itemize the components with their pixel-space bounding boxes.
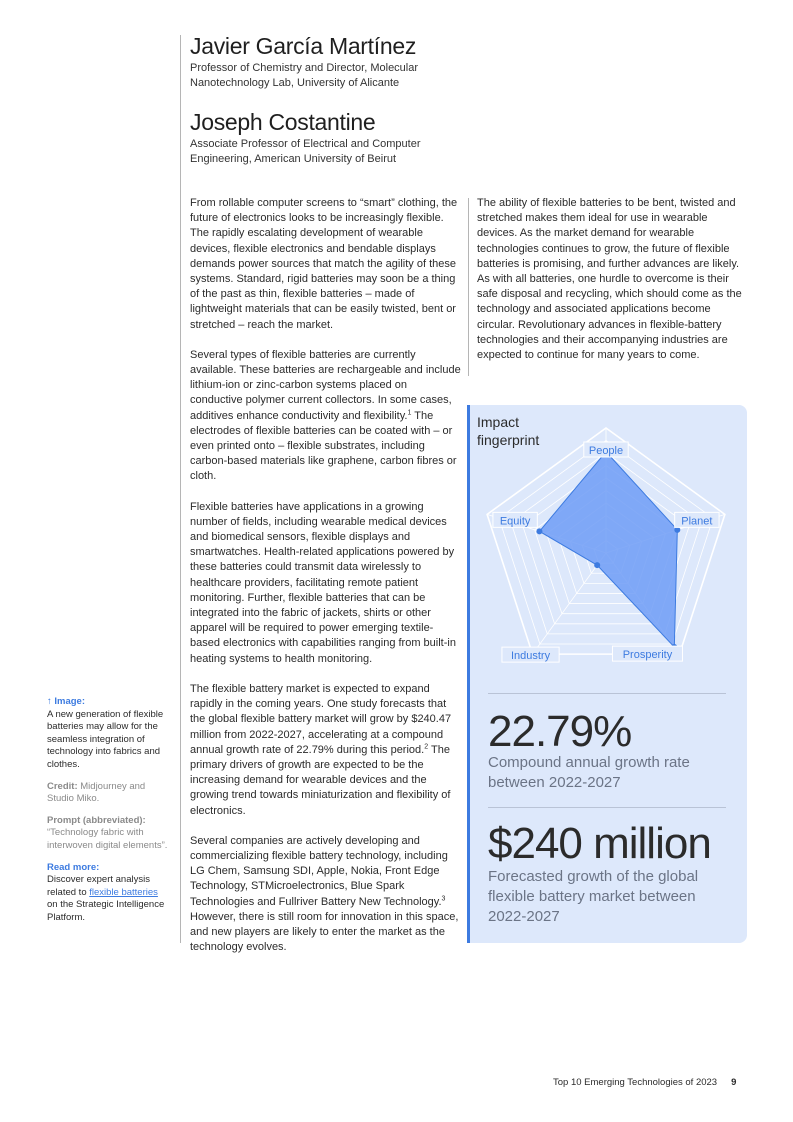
stat-value: 22.79% bbox=[488, 707, 632, 756]
paragraph: From rollable computer screens to “smart” clothing, the future of electronics looks to be increasingly flexible. The rapidly escalating development of wearable devices, flexible electronics and bendable displays demands power sources that match the agility of these systems. Standard, rigid batteries may soon be a thing of the past as thin, flexible batteries – made of lightweight materials that can be easily twisted, bent or stretched – reach the market. bbox=[190, 197, 458, 331]
body-column-right bbox=[477, 196, 749, 378]
prompt-label: Prompt (abbreviated): bbox=[47, 814, 146, 826]
footnote-ref[interactable]: 1 bbox=[407, 408, 412, 416]
author-name: Javier García Martínez bbox=[190, 33, 417, 59]
image-label: ↑ Image: bbox=[47, 696, 86, 707]
read-more bbox=[47, 862, 171, 925]
paragraph: Flexible batteries have applications in a growing number of fields, including wearable medical devices and biomedical sensors, flexible displays and smartwatches. Health-related applications powered by these batteries could transmit data wirelessly to healthcare providers, facilitating remote patient monitoring. Further, flexible batteries that can be integrated into the fabric of jackets, shirts or other apparel will be required to power emerging textile-based electronics with capabilities ranging from built-in heating systems to health monitoring. bbox=[190, 500, 456, 665]
read-more-text: Discover expert analysis related to flexible batteries on the Strategic Intelligence Platform. bbox=[47, 874, 165, 923]
image-caption bbox=[47, 696, 171, 772]
credit bbox=[47, 781, 171, 806]
image-caption-text: A new generation of flexible batteries may allow for the seamless integration of technology into fabrics and clothes. bbox=[47, 708, 164, 770]
prompt-text: “Technology fabric with interwoven digital elements”. bbox=[47, 827, 168, 851]
divider bbox=[488, 693, 726, 694]
body-column-left bbox=[190, 196, 462, 970]
paragraph: Several types of flexible batteries are currently available. These batteries are rechargeable and include lithium-ion or zinc-carbon systems placed on conductive polymer current collectors. In some cases, additives enhance conductivity and flexibility.$^1$ The electrodes of flexible batteries can be coated with – or even printed onto – flexible substrates, including carbon-based materials like graphene, carbon fibres or cloth. bbox=[190, 348, 461, 483]
paragraph: The ability of flexible batteries to be bent, twisted and stretched makes them ideal for use in wearable devices. As the market demand for wearable technologies continues to grow, the future of flexible batteries is promising, and further advances are likely. As with all batteries, one hurdle to overcome is their safe disposal and recycling, which should come as the technology and associated applications become circular. Revolutionary advances in flexible-battery technologies and their accompanying industries are expected to continue for many years to come. bbox=[477, 197, 742, 362]
author-title: Professor of Chemistry and Director, Molecular Nanotechnology Lab, University of Alicante bbox=[190, 62, 419, 89]
credit-label: Credit: bbox=[47, 780, 78, 792]
radar-value-point bbox=[594, 562, 600, 568]
paragraph: Several companies are actively developing and commercializing flexible battery technology, including LG Chem, Samsung SDI, Apple, Nokia, Front Edge Technology, STMicroelectronics, Blue Spark Technologies and Fullriver Battery New Technology.$^3$ However, there is still room for innovation in this space, and new players are likely to enter the market as the technology evolves. bbox=[190, 834, 459, 954]
author-title: Associate Professor of Electrical and Computer Engineering, American University of Beirut bbox=[190, 138, 421, 165]
paragraph: The flexible battery market is expected to expand rapidly in the coming years. One study forecasts that the global flexible battery market will grow by $240.47 million from 2022-2027, accelerating at a compound annual growth rate of 22.79% during this period.$^2$ The primary drivers of growth are expected to be the increasing demand for wearable devices and the growing trend towards miniaturization and flexibility of electronics. bbox=[190, 682, 452, 817]
impact-title: Impact fingerprint bbox=[477, 414, 540, 448]
radar-axis-label: Industry bbox=[510, 650, 551, 663]
stat-description: Forecasted growth of the global flexible battery market between 2022-2027 bbox=[488, 868, 699, 925]
stat-value: $240 million bbox=[488, 819, 711, 868]
radar-axis-label: People bbox=[588, 445, 624, 457]
page-number: 9 bbox=[731, 1077, 737, 1088]
column-divider bbox=[468, 198, 469, 376]
radar-axis-label: Equity bbox=[499, 515, 531, 528]
footnote-ref[interactable]: 3 bbox=[441, 894, 446, 902]
divider bbox=[488, 807, 726, 808]
author-block bbox=[190, 33, 460, 91]
flexible-batteries-link[interactable]: flexible batteries bbox=[89, 886, 158, 898]
author-name: Joseph Costantine bbox=[190, 109, 376, 135]
credit-text: Midjourney and Studio Miko. bbox=[47, 780, 146, 805]
radar-axis-label: Prosperity bbox=[622, 649, 673, 662]
radar-value-area bbox=[539, 452, 677, 647]
left-margin-rule bbox=[180, 35, 181, 943]
author-block bbox=[190, 109, 460, 167]
prompt bbox=[47, 815, 171, 853]
read-more-label: Read more: bbox=[47, 861, 100, 873]
page-footer bbox=[553, 1077, 736, 1088]
impact-radar-chart bbox=[470, 425, 747, 670]
stat-description: Compound annual growth rate between 2022-2027 bbox=[488, 754, 690, 791]
radar-axis-label: Planet bbox=[681, 515, 713, 528]
image-sidebar bbox=[47, 696, 171, 934]
footnote-ref[interactable]: 2 bbox=[424, 743, 429, 751]
radar-value-point bbox=[536, 528, 542, 534]
publication-title: Top 10 Emerging Technologies of 2023 bbox=[553, 1077, 718, 1088]
